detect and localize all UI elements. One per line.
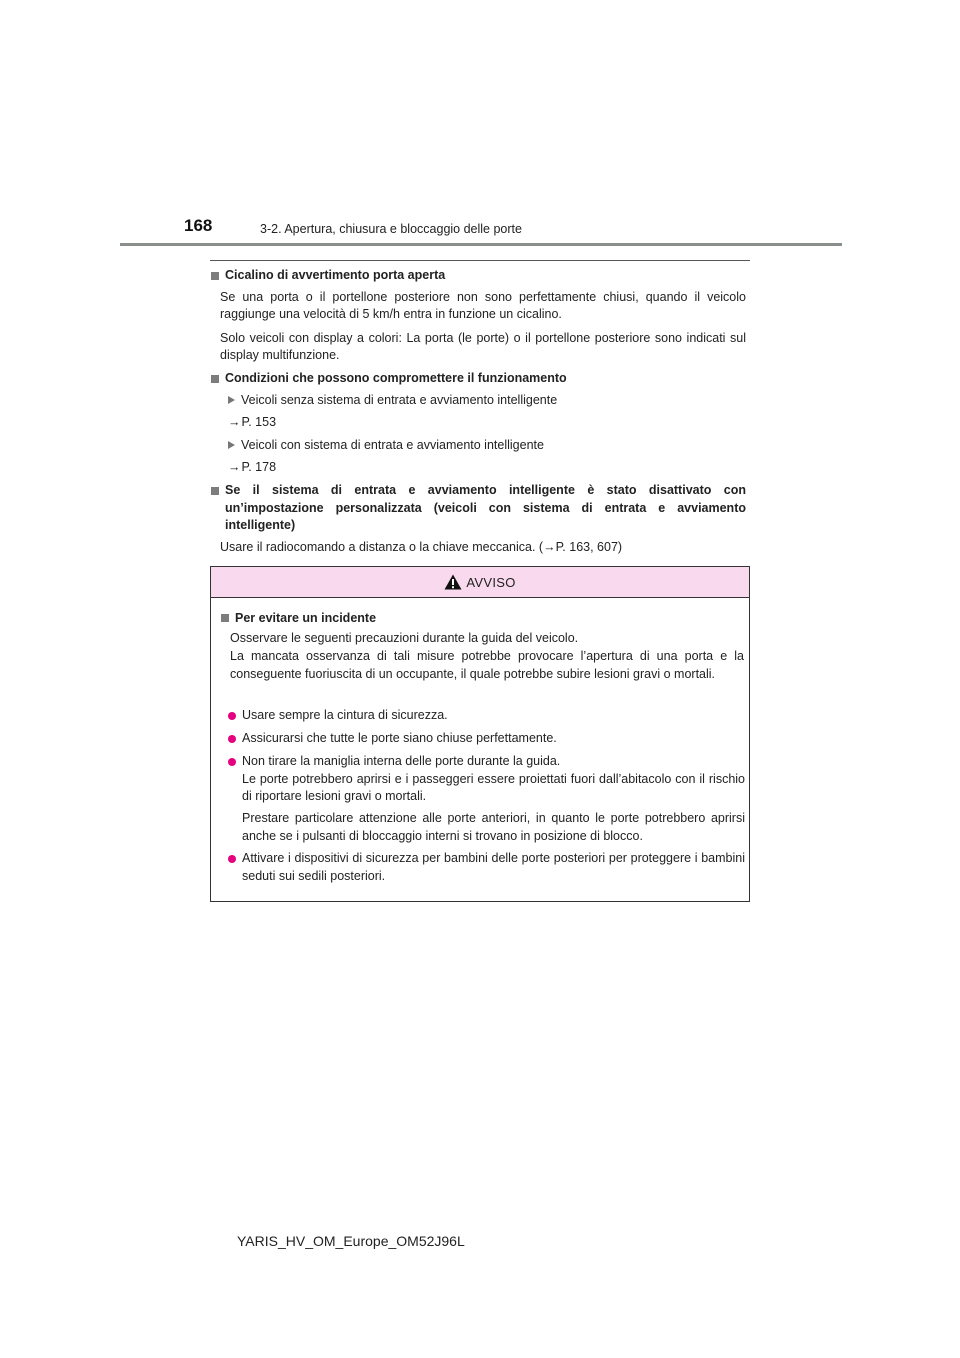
arrow-right-icon: → [228, 460, 241, 474]
section-heading-text: Condizioni che possono compromettere il funzionamento [225, 371, 567, 385]
page-reference-text[interactable]: P. 153 [241, 415, 277, 429]
section-heading-text: Se il sistema di entrata e avviamento intelligente è stato disattivato con un’impostazione personalizzata (veicoli con sistema di entrata e avviamento intelligente) [225, 483, 746, 532]
paragraph: Usare il radiocomando a distanza o la chiave meccanica. (→P. 163, 607) [220, 539, 623, 554]
paragraph: La mancata osservanza di tali misure potrebbe provocare l’apertura di una porta e la conseguente fuoriuscita di un occupante, il quale potrebbe subire lesioni gravi o mortali. [230, 649, 744, 681]
square-icon [221, 614, 229, 622]
warning-triangle-icon [444, 574, 462, 590]
circle-bullet-icon [228, 855, 236, 863]
bullet-text: Attivare i dispositivi di sicurezza per bambini delle porte posteriori per proteggere i bambini seduti sui sedili posteriori. [242, 851, 745, 883]
square-icon [211, 487, 219, 495]
list-item-text: Veicoli con sistema di entrata e avviamento intelligente [241, 437, 544, 452]
bullet-item [228, 753, 745, 806]
paragraph: Osservare le seguenti precauzioni durante la guida del veicolo. [230, 631, 579, 645]
warning-heading [221, 610, 376, 628]
warning-title: AVVISO [466, 574, 516, 590]
footer-doc-code: YARIS_HV_OM_Europe_OM52J96L [237, 1233, 465, 1249]
section-operating-conditions [211, 370, 746, 477]
bullet-text: Assicurarsi che tutte le porte siano chiuse perfettamente. [242, 731, 557, 745]
list-item-text: Veicoli senza sistema di entrata e avviamento intelligente [241, 392, 558, 407]
paragraph: Solo veicoli con display a colori: La porta (le porte) o il portellone posteriore sono indicati sul display multifunzione. [220, 330, 746, 362]
content-rule [210, 260, 750, 261]
header-rule [120, 243, 842, 246]
triangle-right-icon [228, 396, 235, 404]
list-item [228, 437, 746, 455]
section-heading [211, 370, 746, 388]
bullet-text: Usare sempre la cintura di sicurezza. [242, 708, 448, 722]
page-reference-text[interactable]: P. 178 [241, 460, 277, 474]
bullet-text [242, 753, 745, 806]
warning-heading-text: Per evitare un incidente [235, 611, 377, 625]
warning-header [211, 567, 749, 598]
bullet-text-line: Le porte potrebbero aprirsi e i passeggeri essere proiettati fuori dall’abitacolo con il rischio di riportare lesioni gravi o mortali. [242, 771, 745, 803]
paragraph: Prestare particolare attenzione alle porte anteriori, in quanto le porte potrebbero aprirsi anche se i pulsanti di bloccaggio interni si trovano in posizione di blocco. [242, 811, 745, 843]
bullet-item [228, 850, 745, 885]
section-heading [211, 267, 746, 285]
circle-bullet-icon [228, 712, 236, 720]
section-door-open-buzzer [211, 267, 746, 365]
list-item [228, 392, 746, 410]
bullet-text-line: Non tirare la maniglia interna delle porte durante la guida. [242, 754, 561, 768]
page-reference[interactable] [228, 414, 746, 432]
arrow-right-icon: → [228, 415, 241, 429]
section-heading-text: Cicalino di avvertimento porta aperta [225, 268, 446, 282]
section-smart-key-disabled [211, 482, 746, 556]
paragraph: Se una porta o il portellone posteriore non sono perfettamente chiusi, quando il veicolo raggiunge una velocità di 5 km/h entra in funzione un cicalino. [220, 289, 746, 321]
bullet-item [228, 707, 745, 725]
square-icon [211, 272, 219, 280]
circle-bullet-icon [228, 735, 236, 743]
circle-bullet-icon [228, 758, 236, 766]
bullet-item [228, 730, 745, 748]
page-number: 168 [184, 216, 213, 235]
page-reference[interactable] [228, 459, 746, 477]
warning-box [210, 566, 750, 902]
header-title: 3-2. Apertura, chiusura e bloccaggio delle porte [260, 222, 522, 236]
square-icon [211, 375, 219, 383]
section-heading [211, 482, 746, 535]
triangle-right-icon [228, 441, 235, 449]
